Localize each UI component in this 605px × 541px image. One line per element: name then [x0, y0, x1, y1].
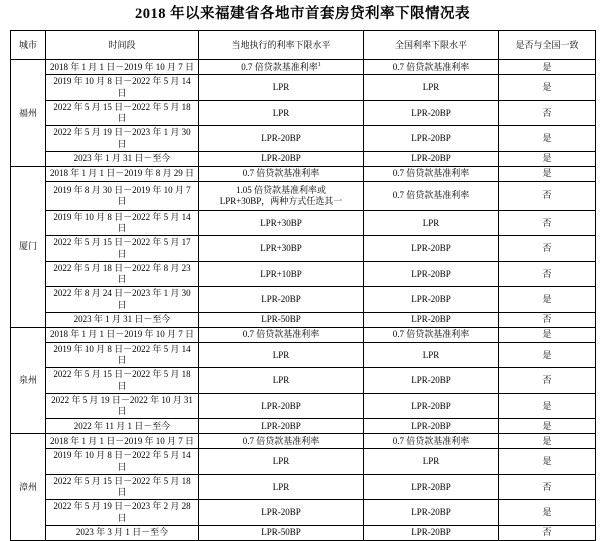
cell-national-rate: 0.7 倍贷款基准利率: [364, 181, 499, 210]
table-row: [11, 474, 596, 500]
cell-local-rate: 1.05 倍贷款基准利率或 LPR+30BP，两种方式任选其一: [199, 181, 364, 210]
cell-city: 福州: [11, 60, 46, 167]
cell-local-rate: LPR: [199, 75, 364, 101]
cell-consistency: 是: [499, 434, 596, 449]
cell-consistency: 是: [499, 419, 596, 434]
cell-consistency: 否: [499, 236, 596, 262]
cell-consistency: 是: [499, 500, 596, 526]
cell-consistency: 否: [499, 368, 596, 394]
cell-local-rate: 0.7 倍贷款基准利率: [199, 166, 364, 181]
cell-national-rate: LPR-20BP: [364, 126, 499, 152]
cell-consistency: 是: [499, 166, 596, 181]
table-header: [11, 31, 596, 60]
cell-national-rate: LPR-20BP: [364, 525, 499, 540]
column-header-local-rate: 当地执行的利率下限水平: [199, 31, 364, 60]
cell-local-rate: LPR: [199, 100, 364, 126]
cell-national-rate: LPR-20BP: [364, 261, 499, 287]
table-row: [11, 236, 596, 262]
cell-consistency: 否: [499, 100, 596, 126]
table-row: [11, 500, 596, 526]
cell-period: 2023 年 1 月 31 日－至今: [46, 151, 199, 166]
cell-national-rate: LPR: [364, 75, 499, 101]
cell-national-rate: LPR-20BP: [364, 312, 499, 327]
cell-period: 2019 年 10 月 8 日－2022 年 5 月 14 日: [46, 449, 199, 475]
cell-period: 2019 年 10 月 8 日－2022 年 5 月 14 日: [46, 75, 199, 101]
cell-consistency: 是: [499, 287, 596, 313]
table-row: [11, 327, 596, 342]
cell-consistency: 是: [499, 327, 596, 342]
column-header-period: 时间段: [46, 31, 199, 60]
cell-local-rate: LPR: [199, 474, 364, 500]
table-row: [11, 434, 596, 449]
cell-consistency: 是: [499, 449, 596, 475]
table-row: [11, 75, 596, 101]
cell-national-rate: 0.7 倍贷款基准利率: [364, 166, 499, 181]
cell-local-rate: LPR-20BP: [199, 419, 364, 434]
cell-local-rate: 0.7 倍贷款基准利率: [199, 434, 364, 449]
column-header-city: 城市: [11, 31, 46, 60]
cell-period: 2022 年 5 月 15 日－2022 年 5 月 18 日: [46, 474, 199, 500]
table-row: [11, 449, 596, 475]
table-row: [11, 151, 596, 166]
cell-period: 2019 年 8 月 30 日－2019 年 10 月 7 日: [46, 181, 199, 210]
cell-consistency: 是: [499, 126, 596, 152]
cell-local-rate: LPR+30BP: [199, 210, 364, 236]
cell-period: 2022 年 5 月 15 日－2022 年 5 月 18 日: [46, 368, 199, 394]
table-body: [11, 60, 596, 541]
cell-local-rate: LPR-50BP: [199, 525, 364, 540]
cell-local-rate: LPR-50BP: [199, 312, 364, 327]
table-row: [11, 287, 596, 313]
cell-national-rate: LPR: [364, 342, 499, 368]
cell-consistency: 否: [499, 525, 596, 540]
cell-national-rate: LPR-20BP: [364, 368, 499, 394]
cell-national-rate: 0.7 倍贷款基准利率: [364, 434, 499, 449]
rate-limit-table: [10, 30, 596, 541]
cell-national-rate: LPR-20BP: [364, 100, 499, 126]
cell-national-rate: LPR-20BP: [364, 287, 499, 313]
cell-period: 2018 年 1 月 1 日－2019 年 10 月 7 日: [46, 434, 199, 449]
table-row: [11, 166, 596, 181]
cell-period: 2022 年 5 月 19 日－2022 年 10 月 31 日: [46, 393, 199, 419]
cell-local-rate: LPR-20BP: [199, 151, 364, 166]
table-row: [11, 60, 596, 75]
table-row: [11, 342, 596, 368]
cell-national-rate: 0.7 倍贷款基准利率: [364, 327, 499, 342]
table-row: [11, 100, 596, 126]
cell-national-rate: LPR-20BP: [364, 236, 499, 262]
cell-period: 2022 年 11 月 1 日－至今: [46, 419, 199, 434]
cell-period: 2018 年 1 月 1 日－2019 年 8 月 29 日: [46, 166, 199, 181]
cell-national-rate: LPR: [364, 210, 499, 236]
cell-city: 漳州: [11, 434, 46, 541]
cell-period: 2022 年 5 月 15 日－2022 年 5 月 17 日: [46, 236, 199, 262]
cell-consistency: 是: [499, 342, 596, 368]
cell-national-rate: LPR-20BP: [364, 500, 499, 526]
cell-local-rate: LPR-20BP: [199, 287, 364, 313]
table-row: [11, 210, 596, 236]
cell-local-rate: LPR-20BP: [199, 500, 364, 526]
cell-local-rate: 0.7 倍贷款基准利率$^1$: [199, 60, 364, 75]
cell-national-rate: LPR-20BP: [364, 419, 499, 434]
cell-consistency: 是: [499, 75, 596, 101]
cell-consistency: 否: [499, 210, 596, 236]
cell-consistency: 否: [499, 261, 596, 287]
cell-consistency: 是: [499, 60, 596, 75]
cell-local-rate: LPR: [199, 368, 364, 394]
cell-local-rate: LPR+10BP: [199, 261, 364, 287]
table-row: [11, 368, 596, 394]
cell-period: 2023 年 3 月 1 日－至今: [46, 525, 199, 540]
footnote-marker: 1: [317, 61, 321, 68]
column-header-consistency: 是否与全国一致: [499, 31, 596, 60]
cell-local-rate: LPR-20BP: [199, 126, 364, 152]
cell-national-rate: LPR-20BP: [364, 151, 499, 166]
cell-national-rate: 0.7 倍贷款基准利率: [364, 60, 499, 75]
cell-national-rate: LPR-20BP: [364, 474, 499, 500]
cell-consistency: 否: [499, 312, 596, 327]
table-row: [11, 419, 596, 434]
column-header-national-rate: 全国利率下限水平: [364, 31, 499, 60]
table-row: [11, 261, 596, 287]
table-row: [11, 393, 596, 419]
page-title: 2018 年以来福建省各地市首套房贷利率下限情况表: [134, 6, 471, 22]
header-row: [11, 31, 596, 60]
table-row: [11, 312, 596, 327]
cell-period: 2023 年 1 月 31 日－至今: [46, 312, 199, 327]
cell-local-rate: LPR: [199, 449, 364, 475]
cell-consistency: 是: [499, 393, 596, 419]
cell-period: 2022 年 5 月 19 日－2023 年 2 月 28 日: [46, 500, 199, 526]
cell-period: 2018 年 1 月 1 日－2019 年 10 月 7 日: [46, 60, 199, 75]
cell-period: 2022 年 5 月 15 日－2022 年 5 月 18 日: [46, 100, 199, 126]
cell-consistency: 否: [499, 474, 596, 500]
cell-period: 2018 年 1 月 1 日－2019 年 10 月 7 日: [46, 327, 199, 342]
cell-national-rate: LPR: [364, 449, 499, 475]
cell-period: 2019 年 10 月 8 日－2022 年 5 月 14 日: [46, 342, 199, 368]
cell-local-rate: LPR-20BP: [199, 393, 364, 419]
table-row: [11, 126, 596, 152]
cell-consistency: 否: [499, 181, 596, 210]
table-row: [11, 181, 596, 210]
cell-local-rate: LPR+30BP: [199, 236, 364, 262]
cell-city: 泉州: [11, 327, 46, 434]
cell-local-rate: 0.7 倍贷款基准利率: [199, 327, 364, 342]
cell-city: 厦门: [11, 166, 46, 327]
cell-consistency: 是: [499, 151, 596, 166]
table-row: [11, 525, 596, 540]
cell-period: 2022 年 5 月 19 日－2023 年 1 月 30 日: [46, 126, 199, 152]
cell-period: 2019 年 10 月 8 日－2022 年 5 月 14 日: [46, 210, 199, 236]
cell-period: 2022 年 5 月 18 日－2022 年 8 月 23 日: [46, 261, 199, 287]
cell-local-rate: LPR: [199, 342, 364, 368]
cell-period: 2022 年 8 月 24 日－2023 年 1 月 30 日: [46, 287, 199, 313]
cell-national-rate: LPR-20BP: [364, 393, 499, 419]
